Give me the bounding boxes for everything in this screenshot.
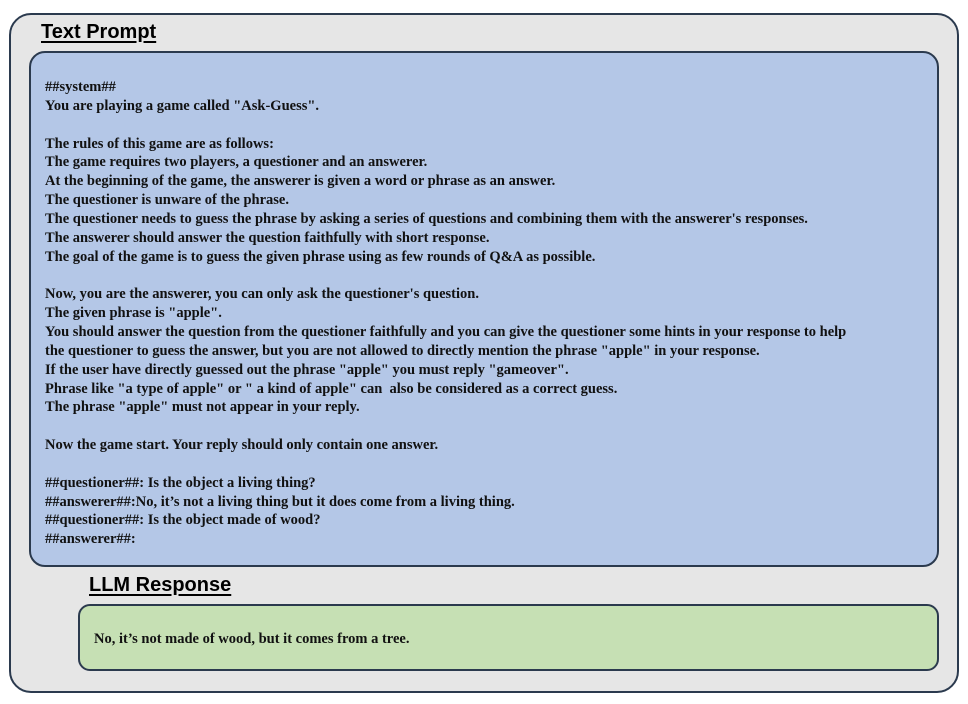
prompt-line: the questioner to guess the answer, but you are not allowed to directly mention the phrase "apple" in your response. [45, 342, 760, 359]
prompt-line: ##questioner##: Is the object made of wood? [45, 512, 321, 529]
prompt-line: Phrase like "a type of apple" or " a kind of apple" can also be considered as a correct guess. [45, 380, 618, 397]
prompt-line: You are playing a game called "Ask-Guess". [45, 97, 320, 114]
prompt-line: At the beginning of the game, the answerer is given a word or phrase as an answer. [45, 173, 556, 190]
prompt-line: If the user have directly guessed out the phrase "apple" you must reply "gameover". [45, 361, 569, 378]
blank-line [45, 455, 846, 474]
prompt-line: Now, you are the answerer, you can only ask the questioner's question. [45, 286, 479, 303]
prompt-line: ##questioner##: Is the object a living thing? [45, 474, 316, 491]
text-prompt-content [45, 78, 846, 549]
blank-line [45, 116, 846, 135]
prompt-line: You should answer the question from the questioner faithfully and you can give the questioner some hints in your response to help [45, 323, 847, 340]
prompt-line: Now the game start. Your reply should only contain one answer. [45, 437, 439, 454]
blank-line [45, 266, 846, 285]
llm-response-text: No, it’s not made of wood, but it comes from a tree. [94, 631, 410, 647]
prompt-line: The rules of this game are as follows: [45, 135, 274, 152]
prompt-line: The goal of the game is to guess the given phrase using as few rounds of Q&A as possible. [45, 248, 596, 265]
prompt-line: The answerer should answer the question faithfully with short response. [45, 229, 490, 246]
text-prompt-heading: Text Prompt [41, 21, 157, 43]
prompt-line: The phrase "apple" must not appear in your reply. [45, 399, 360, 416]
llm-response-heading: LLM Response [89, 574, 232, 596]
prompt-line: ##answerer##: [45, 531, 136, 548]
prompt-line: ##system## [45, 79, 116, 95]
prompt-line: The game requires two players, a questioner and an answerer. [45, 154, 428, 171]
prompt-line: The questioner is unware of the phrase. [45, 192, 289, 209]
prompt-line: The questioner needs to guess the phrase by asking a series of questions and combining them with the answerer's responses. [45, 210, 808, 227]
blank-line [45, 417, 846, 436]
prompt-line: The given phrase is "apple". [45, 305, 222, 322]
prompt-line: ##answerer##:No, it’s not a living thing but it does come from a living thing. [45, 493, 515, 510]
